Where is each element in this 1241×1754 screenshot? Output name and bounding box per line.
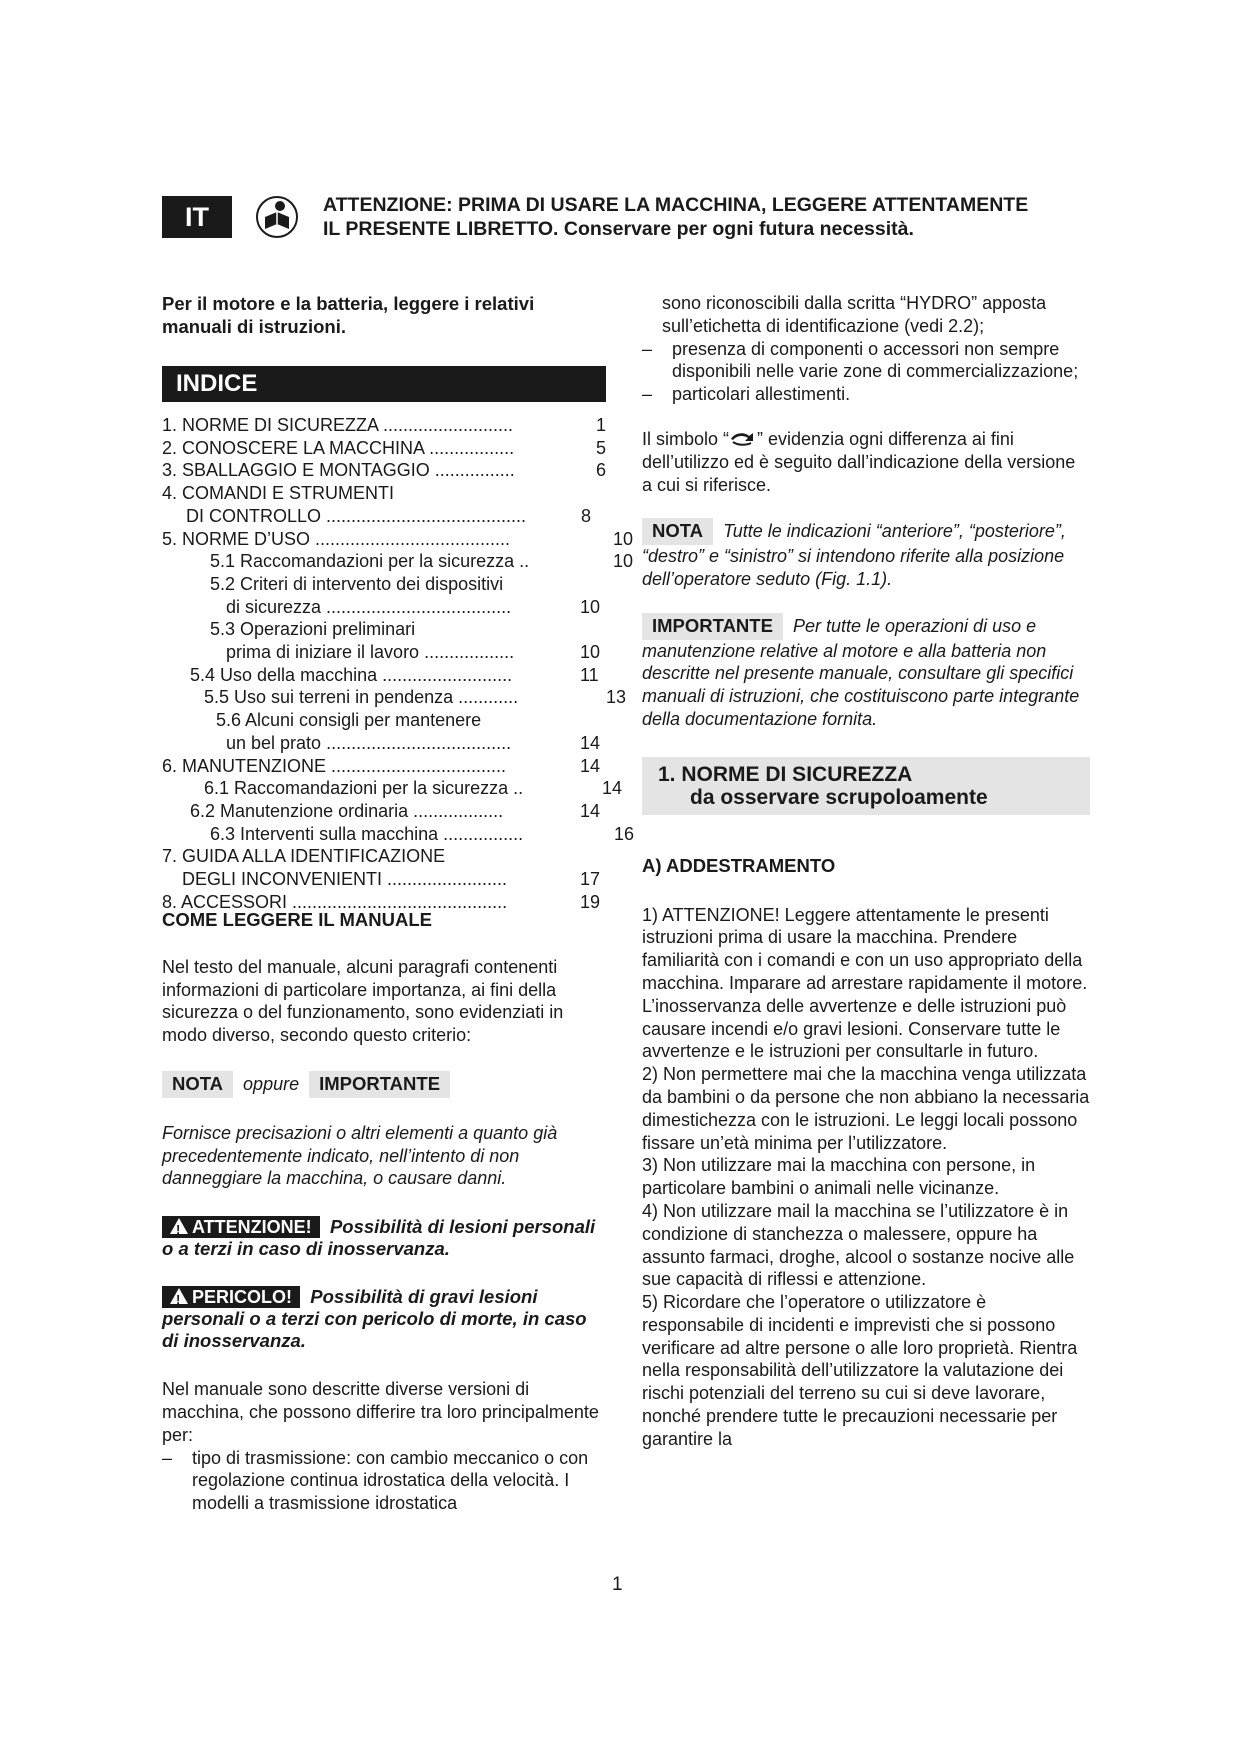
right-column [642, 292, 1090, 1451]
toc-entry: 2. CONOSCERE LA MACCHINA ................. [162, 437, 515, 458]
toc-page-number: 14 [580, 755, 601, 776]
toc-page-number: 10 [613, 528, 634, 549]
toc-entry: 6.2 Manutenzione ordinaria .................. [190, 800, 504, 821]
toc-entry: 6. MANUTENZIONE ................................... [162, 755, 507, 776]
toc-entry: 6.1 Raccomandazioni per la sicurezza .. [204, 778, 524, 799]
version-arrow-icon [729, 431, 757, 447]
pericolo-warning [162, 1286, 606, 1352]
pericolo-text: Possibilità di gravi lesioni personali o a terzi con pericolo di morte, in caso di inosservanza. [162, 1286, 587, 1352]
list-item: – presenza di componenti o accessori non sempre disponibili nelle varie zone di commercializzazione; [642, 338, 1090, 384]
symbol-text: Il simbolo “ ” evidenzia ogni differenza ai fini dell’utilizzo ed è seguito dall’indicazione della versione a cui si riferisce. [642, 428, 1076, 495]
toc-entry: 5.4 Uso della macchina .......................... [190, 664, 513, 685]
toc-page-number: 10 [580, 596, 601, 617]
versions-item: – tipo di trasmissione: con cambio meccanico o con regolazione continua idrostatica della velocità. I modelli a trasmissione idrostatica [162, 1447, 606, 1515]
toc-entry: DEGLI INCONVENIENTI ........................ [182, 869, 508, 889]
toc-entry: 4. COMANDI E STRUMENTI [162, 483, 395, 504]
safety-rules-heading [642, 757, 1090, 815]
toc-page-number: 14 [580, 732, 601, 753]
toc-entry: 5. NORME D’USO ....................................... [162, 528, 511, 549]
versions-text: Nel manuale sono descritte diverse versioni di macchina, che possono differire tra loro principalmente per: [162, 1379, 599, 1445]
toc-entry: 3. SBALLAGGIO E MONTAGGIO ................ [162, 460, 515, 481]
warning-line-1: ATTENZIONE: PRIMA DI USARE LA MACCHINA, LEGGERE ATTENTAMENTE [323, 194, 1029, 216]
attenzione-warning [162, 1216, 606, 1260]
continued-text: sono riconoscibili dalla scritta “HYDRO” apposta sull’etichetta di identificazione (vedi 2.2); [662, 293, 1047, 336]
toc-page-number: 1 [596, 415, 607, 435]
list-item: – particolari allestimenti. [642, 384, 851, 405]
toc-entry: 5.1 Raccomandazioni per la sicurezza .. [210, 551, 530, 572]
toc-entry: prima di iniziare il lavoro .................. [226, 642, 515, 662]
table-of-contents [162, 414, 635, 912]
toc-entry: di sicurezza ..................................... [226, 596, 512, 617]
versions-item-text: tipo di trasmissione: con cambio meccanico o con regolazione continua idrostatica della velocità. I modelli a trasmissione idrostatica [192, 1447, 589, 1514]
language-badge: IT [162, 196, 232, 238]
toc-entry: 5.6 Alcuni consigli per mantenere [216, 710, 482, 731]
toc-page-number: 13 [606, 687, 627, 708]
toc-entry: 5.3 Operazioni preliminari [210, 619, 416, 640]
toc-page-number: 16 [614, 823, 635, 844]
nota-label: NOTA [642, 518, 713, 545]
toc-entry: 5.5 Uso sui terreni in pendenza ............ [204, 687, 519, 708]
addestramento-title: A) ADDESTRAMENTO [642, 854, 836, 876]
warning-triangle-icon [170, 1288, 188, 1304]
importante-label: IMPORTANTE [642, 613, 783, 640]
index-title: INDICE [162, 366, 606, 402]
nota-block [642, 518, 1090, 590]
importante-tag: IMPORTANTE [309, 1071, 450, 1098]
toc-page-number: 5 [596, 437, 607, 458]
toc-entry: DI CONTROLLO ........................................ [186, 505, 527, 526]
toc-page-number: 6 [596, 460, 607, 481]
warning-header [323, 193, 1123, 241]
how-to-read-title: COME LEGGERE IL MANUALE [162, 909, 432, 930]
importante-text: Per tutte le operazioni di uso e manutenzione relative al motore e alla batteria non descritte nel presente manuale, consultare gli specifici manuali di istruzioni, che costituiscono parte integrante della documentazione fornita. [642, 615, 1080, 729]
how-to-read-text: Nel testo del manuale, alcuni paragrafi contenenti informazioni di particolare importanza, ai fini della sicurezza o del funzionamento, sono evidenziati in modo diverso, secondo questo criterio: [162, 956, 564, 1046]
left-column [162, 292, 635, 1515]
pericolo-label: !PERICOLO! [162, 1286, 300, 1308]
toc-page-number: 8 [581, 505, 592, 526]
oppure-text: oppure [243, 1073, 300, 1094]
training-rules-text: 1) ATTENZIONE! Leggere attentamente le presenti istruzioni prima di usare la macchina. Prendere familiarità con i comandi e con un uso appropriato della macchina. Imparare ad arrestare rapidamente il motore. L’inosservanza delle avvertenze e delle istruzioni può causare incendi e/o gravi lesioni. Conservare tutte le avvertenze e le istruzioni per consultarle in futuro. 2) Non permettere mai che la macchina venga utilizzata da bambini o da persone che non abbiano la necessaria dimestichezza con le istruzioni. Le leggi locali possono fissare un’età minima per l’utilizzatore. 3) Non utilizzare mai la macchina con persone, in particolare bambini o animali nelle vicinanze. 4) Non utilizzare mail la macchina se l’utilizzatore è in condizione di stanchezza o malessere, oppure ha assunto farmaci, droghe, alcool o sostanze nocive alle sue capacità di riflessi e attenzione. 5) Ricordare che l’operatore o utilizzatore è responsabile di incidenti e imprevisti che si possono verificare ad altre persone o alle loro proprietà. Rientra nella responsabilità dell’utilizzatore la valutazione dei rischi potenziali del terreno su cui si deve lavorare, nonché prendere tutte le precauzioni necessarie per garantire la [642, 904, 1090, 1449]
toc-page-number: 19 [580, 891, 601, 912]
read-manual-icon [255, 195, 299, 239]
nota-importante-description: Fornisce precisazioni o altri elementi a quanto già precedentemente indicato, nell’intento di non danneggiare la macchina, o causare danni. [162, 1122, 558, 1189]
toc-entry: 5.2 Criteri di intervento dei dispositivi [210, 573, 504, 594]
tag-row [162, 1071, 606, 1098]
list-item-text: presenza di componenti o accessori non sempre disponibili nelle varie zone di commercializzazione; [672, 338, 1079, 382]
toc-page-number: 10 [613, 551, 634, 572]
warning-line-2: IL PRESENTE LIBRETTO. Conservare per ogni futura necessità. [323, 218, 914, 240]
toc-entry: 1. NORME DI SICUREZZA .......................... [162, 415, 514, 435]
importante-block [642, 613, 1090, 731]
nota-tag: NOTA [162, 1071, 233, 1098]
toc-entry: 8. ACCESSORI ........................................... [162, 891, 508, 912]
warning-triangle-icon [170, 1218, 188, 1234]
intro-text [162, 292, 606, 338]
toc-page-number: 14 [602, 778, 623, 799]
toc-entry: un bel prato ..................................... [226, 732, 512, 753]
safety-heading-line-2: da osservare scrupoloamente [690, 785, 988, 809]
toc-page-number: 14 [580, 800, 601, 821]
toc-page-number: 10 [580, 642, 601, 662]
attenzione-label: !ATTENZIONE! [162, 1216, 320, 1238]
nota-text: Tutte le indicazioni “anteriore”, “posteriore”, “destro” e “sinistro” si intendono riferite alla posizione dell’operatore seduto (Fig. 1.1). [642, 521, 1066, 589]
toc-entry: 7. GUIDA ALLA IDENTIFICAZIONE [162, 846, 446, 867]
toc-page-number: 11 [580, 664, 599, 685]
intro-line-1: Per il motore e la batteria, leggere i relativi [162, 293, 535, 314]
toc-page-number: 17 [580, 869, 601, 889]
safety-heading-line-1: 1. NORME DI SICUREZZA [658, 762, 913, 786]
page-number: 1 [612, 1574, 623, 1595]
intro-line-2: manuali di istruzioni. [162, 316, 346, 337]
list-item-text: particolari allestimenti. [672, 384, 851, 405]
attenzione-text: Possibilità di lesioni personali o a terzi in caso di inosservanza. [162, 1216, 596, 1260]
toc-entry: 6.3 Interventi sulla macchina ................ [210, 823, 524, 844]
